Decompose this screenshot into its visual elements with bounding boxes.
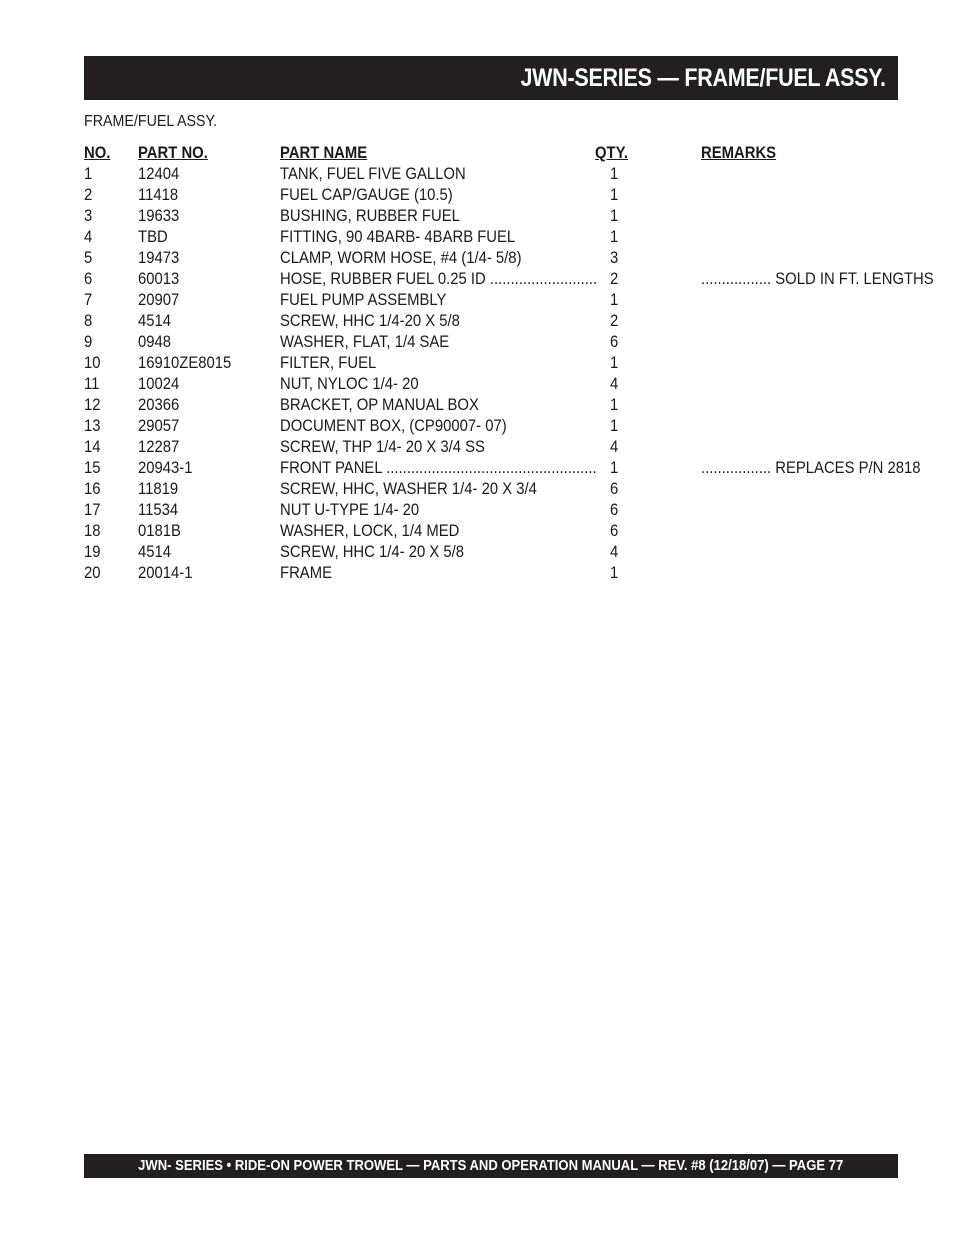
part-number: 0948 (138, 333, 172, 351)
part-number: 20014-1 (138, 564, 193, 582)
table-row (84, 500, 898, 521)
part-number: 20366 (138, 396, 180, 414)
part-qty: 4 (610, 438, 619, 456)
table-row (84, 437, 898, 458)
part-number-index: 11 (84, 375, 100, 393)
part-number-index: 1 (84, 165, 93, 183)
part-qty: 4 (610, 543, 619, 561)
table-row (84, 248, 898, 269)
part-name: CLAMP, WORM HOSE, #4 (1/4- 5/8) (280, 249, 522, 267)
part-name: BRACKET, OP MANUAL BOX (280, 396, 479, 414)
part-name: FRONT PANEL ................................................... (280, 459, 597, 477)
part-number-index: 15 (84, 459, 101, 477)
col-header-part-no: PART NO. (138, 144, 208, 162)
table-row (84, 227, 898, 248)
part-name: FUEL CAP/GAUGE (10.5) (280, 186, 453, 204)
part-number-index: 3 (84, 207, 93, 225)
footer-text: JWN- SERIES • RIDE-ON POWER TROWEL — PARTS AND OPERATION MANUAL — REV. #8 (12/18/07) — PAGE 77 (138, 1158, 844, 1174)
part-qty: 1 (610, 417, 619, 435)
part-number: 10024 (138, 375, 180, 393)
col-header-part-name: PART NAME (280, 144, 368, 162)
page-title: JWN-SERIES — FRAME/FUEL ASSY. (520, 63, 886, 92)
part-name: WASHER, FLAT, 1/4 SAE (280, 333, 450, 351)
part-name: SCREW, HHC, WASHER 1/4- 20 X 3/4 (280, 480, 537, 498)
part-number: 11534 (138, 501, 179, 519)
part-name: FUEL PUMP ASSEMBLY (280, 291, 447, 309)
part-qty: 3 (610, 249, 619, 267)
table-row (84, 521, 898, 542)
table-row (84, 416, 898, 437)
part-qty: 6 (610, 333, 619, 351)
parts-table-body (84, 164, 934, 584)
part-name: BUSHING, RUBBER FUEL (280, 207, 460, 225)
part-name: NUT U-TYPE 1/4- 20 (280, 501, 420, 519)
table-row (84, 374, 898, 395)
part-number-index: 8 (84, 312, 93, 330)
part-remarks: ................. SOLD IN FT. LENGTHS (701, 270, 934, 288)
part-qty: 1 (610, 291, 619, 309)
part-number-index: 12 (84, 396, 101, 414)
part-qty: 1 (610, 186, 619, 204)
page-footer (84, 1154, 898, 1178)
part-number: 20943-1 (138, 459, 193, 477)
part-number-index: 13 (84, 417, 101, 435)
part-qty: 6 (610, 522, 619, 540)
table-row (84, 458, 921, 479)
part-name: HOSE, RUBBER FUEL 0.25 ID .......................... (280, 270, 598, 288)
parts-table-header (84, 143, 898, 164)
part-qty: 1 (610, 459, 619, 477)
part-qty: 6 (610, 501, 619, 519)
col-header-remarks: REMARKS (701, 144, 777, 162)
table-row (84, 563, 898, 584)
part-number-index: 4 (84, 228, 93, 246)
part-name: WASHER, LOCK, 1/4 MED (280, 522, 460, 540)
part-number-index: 6 (84, 270, 93, 288)
part-number-index: 10 (84, 354, 101, 372)
part-name: SCREW, HHC 1/4- 20 X 5/8 (280, 543, 465, 561)
part-qty: 1 (610, 207, 619, 225)
table-row (84, 542, 898, 563)
table-row (84, 164, 898, 185)
table-row (84, 353, 898, 374)
part-name: SCREW, HHC 1/4-20 X 5/8 (280, 312, 460, 330)
part-number-index: 18 (84, 522, 101, 540)
part-number: 4514 (138, 312, 172, 330)
part-number-index: 7 (84, 291, 93, 309)
part-number-index: 9 (84, 333, 93, 351)
table-row (84, 311, 898, 332)
part-number: 19473 (138, 249, 180, 267)
part-number: 0181B (138, 522, 181, 540)
part-number: 11418 (138, 186, 179, 204)
part-number-index: 2 (84, 186, 93, 204)
part-number: 12287 (138, 438, 180, 456)
table-row (84, 332, 898, 353)
part-name: SCREW, THP 1/4- 20 X 3/4 SS (280, 438, 485, 456)
part-number-index: 17 (84, 501, 101, 519)
part-qty: 1 (610, 228, 619, 246)
table-row (84, 479, 898, 500)
table-row (84, 290, 898, 311)
section-label: FRAME/FUEL ASSY. (84, 113, 218, 130)
part-qty: 1 (610, 354, 619, 372)
part-number: 20907 (138, 291, 180, 309)
parts-table (84, 143, 934, 584)
part-name: NUT, NYLOC 1/4- 20 (280, 375, 419, 393)
table-row (84, 185, 898, 206)
part-qty: 1 (610, 165, 619, 183)
part-name: TANK, FUEL FIVE GALLON (280, 165, 466, 183)
part-name: FILTER, FUEL (280, 354, 377, 372)
col-header-qty: QTY. (595, 144, 629, 162)
table-row (84, 395, 898, 416)
part-number: 11819 (138, 480, 179, 498)
table-row (84, 206, 898, 227)
part-number: 19633 (138, 207, 180, 225)
part-qty: 4 (610, 375, 619, 393)
part-number: 29057 (138, 417, 180, 435)
part-qty: 1 (610, 564, 619, 582)
part-number: 16910ZE8015 (138, 354, 232, 372)
part-qty: 2 (610, 270, 619, 288)
part-qty: 6 (610, 480, 619, 498)
part-remarks: ................. REPLACES P/N 2818 (701, 459, 921, 477)
part-number-index: 20 (84, 564, 101, 582)
part-number: TBD (138, 228, 168, 246)
part-name: FRAME (280, 564, 332, 582)
part-number: 60013 (138, 270, 180, 288)
table-row (84, 269, 934, 290)
part-number-index: 14 (84, 438, 101, 456)
part-name: DOCUMENT BOX, (CP90007- 07) (280, 417, 507, 435)
part-name: FITTING, 90 4BARB- 4BARB FUEL (280, 228, 516, 246)
part-qty: 1 (610, 396, 619, 414)
col-header-no: NO. (84, 144, 111, 162)
part-number-index: 16 (84, 480, 101, 498)
part-qty: 2 (610, 312, 619, 330)
part-number: 4514 (138, 543, 172, 561)
part-number-index: 5 (84, 249, 93, 267)
part-number: 12404 (138, 165, 180, 183)
page-title-bar (84, 56, 898, 100)
part-number-index: 19 (84, 543, 101, 561)
